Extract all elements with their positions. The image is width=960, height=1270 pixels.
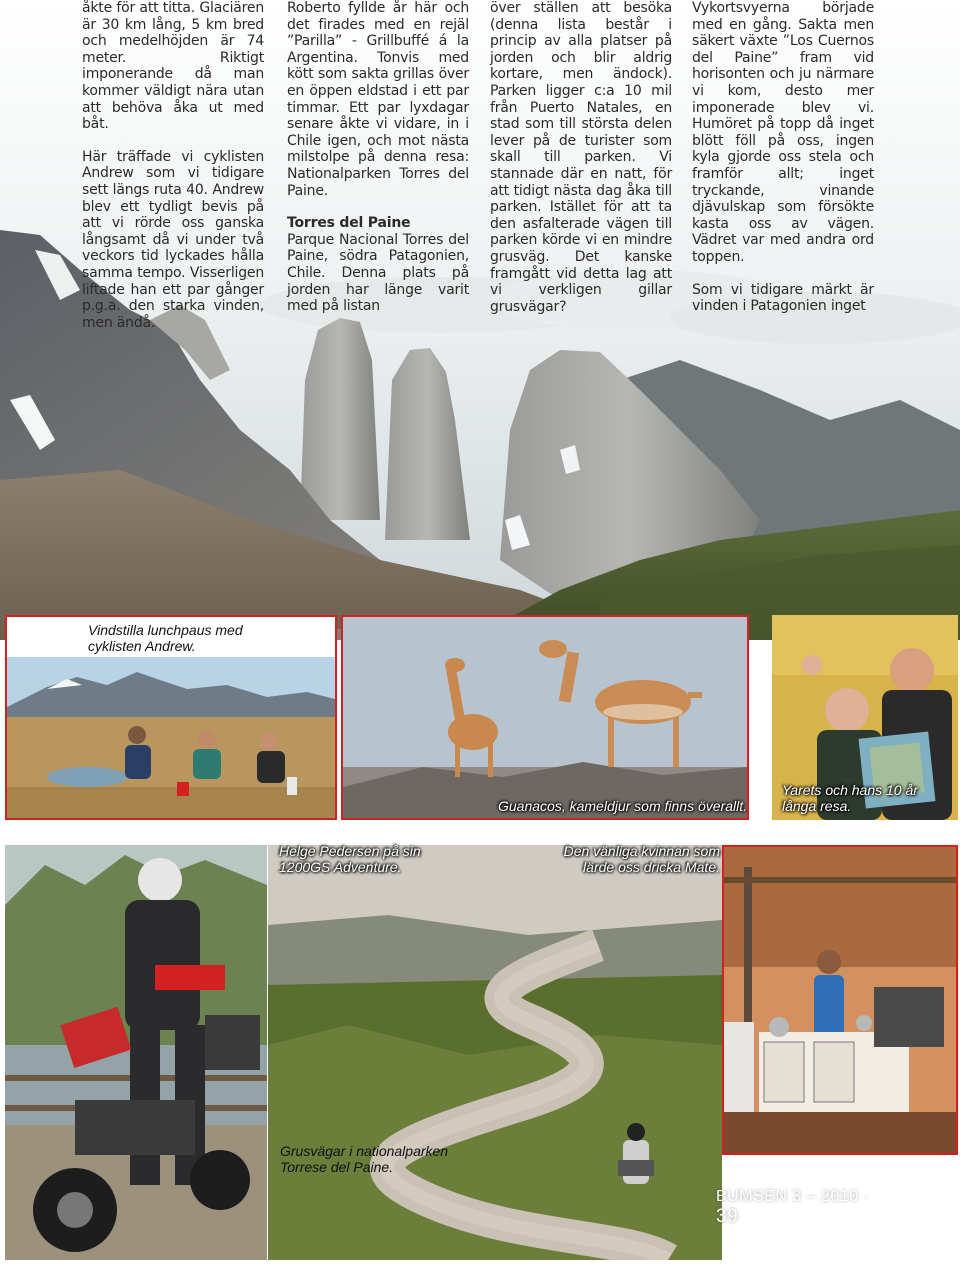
col1-paragraph-1: åkte för att titta. Glaciären är 30 km lång, 5 km bred och medelhöjden är 74 meter. Riktigt imponerande då man kommer väldigt nära utan att behöva åka ut med båt. [82, 0, 264, 133]
issue-label: BUMSEN 3 – 2010 · [716, 1188, 870, 1205]
guanaco-caption: Guanacos, kameldjur som finns överallt. [498, 798, 747, 814]
mate-caption: Den vänliga kvinnan som lärde oss dricka Mate. [563, 843, 720, 875]
page-number: 39 [716, 1206, 739, 1227]
helge-caption: Helge Pedersen på sin 1200GS Adventure. [279, 843, 421, 875]
col4-paragraph-2: Som vi tidigare märkt är vinden i Patagonien inget [692, 281, 874, 315]
col3-paragraph-1: över ställen att besöka (denna lista består i princip av alla platser på jorden och blir aldrig kortare, men ändock). Parken ligger c:a 10 mil från Puerto Natales, en stad som till största delen lever på de turister som skall till parken. Vi stannade där en natt, för att tidigt nästa dag åka till parken. Istället för att ta den asfalterade vägen till parken körde vi en mindre grusväg. Det kanske framgått vid detta lag att vi verkligen gillar grusvägar? [490, 0, 672, 315]
text-column-3 [490, 0, 672, 331]
lunch-caption: Vindstilla lunchpaus med cyklisten Andrew. [88, 622, 243, 654]
section-heading: Torres del Paine [287, 215, 411, 232]
map-caption: Yarets och hans 10 år långa resa. [782, 782, 918, 814]
text-column-4 [692, 0, 874, 331]
road-photo [268, 845, 722, 1260]
col1-paragraph-2: Här träffade vi cyklisten Andrew som vi tidigare sett längs ruta 40. Andrew blev ett tydligt bevis på att vi rörde oss ganska långsamt då vi under två veckors tid lyckades hålla samma tempo. Visserligen liftade han ett par gånger p.g.a. den starka vinden, men ändå. [82, 148, 264, 331]
col2-paragraph-2: Parque Nacional Torres del Paine, södra Patagonien, Chile. Denna plats på jorden har länge varit med på listan [287, 231, 469, 315]
guanaco-photo [341, 615, 749, 820]
text-column-2 [287, 0, 469, 331]
helge-photo [5, 845, 267, 1260]
col4-paragraph-1: Vykortsvyerna började med en gång. Sakta men säkert växte ”Los Cuernos del Paine” fram vid horisonten och ju närmare vi kom, desto mer imponerade blev vi. Humöret på topp då inget blött föll på oss, ingen kyla gjorde oss stela och framför allt; inget tryckande, vinande djävulskap som försökte kasta oss av vägen. Vädret var med andra ord toppen. [692, 0, 874, 265]
kitchen-photo [722, 845, 958, 1155]
text-column-1 [82, 0, 264, 347]
page-footer [716, 1188, 886, 1228]
col2-paragraph-1: Roberto fyllde år här och det firades med en rejäl ”Parilla” - Grillbuffé á la Argentina. Tonvis med kött som sakta grillas över en öppen eldstad i ett par timmar. Ett par lyxdagar senare åkte vi vidare, in i Chile igen, och mot nästa milstolpe på denna resa: Nationalparken Torres del Paine. [287, 0, 469, 199]
road-caption: Grusvägar i nationalparken Torrese del Paine. [280, 1143, 449, 1175]
